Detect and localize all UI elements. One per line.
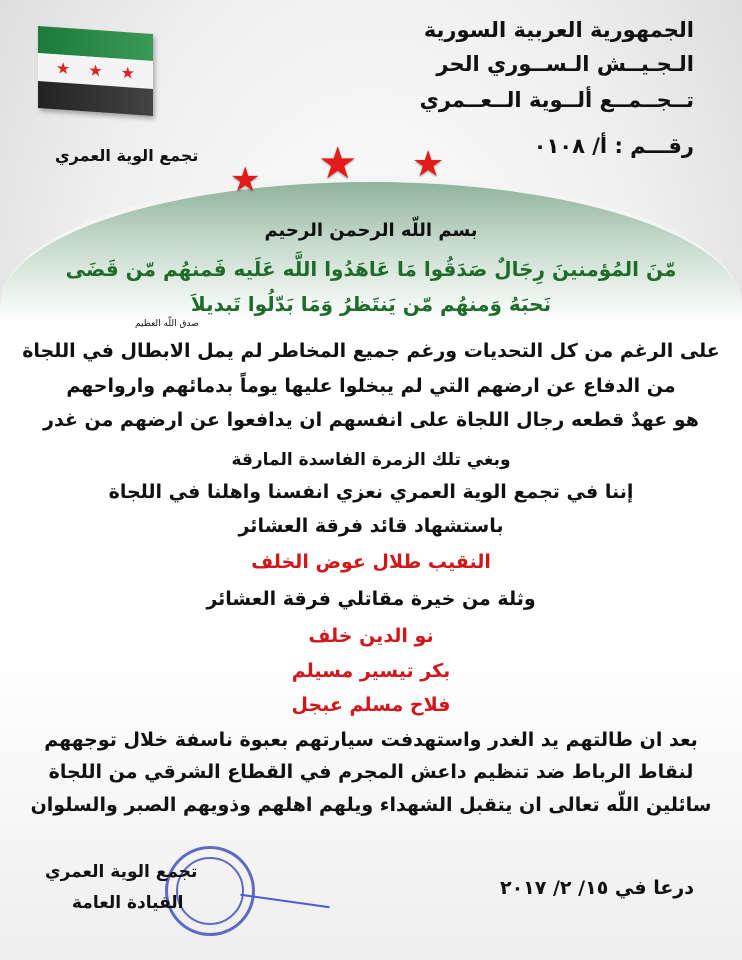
header-line-1: الجمهورية العربية السورية	[423, 18, 694, 42]
logo-caption: تجمع الوية العمري	[55, 146, 199, 165]
signature-line-1: تجمع الوية العمري	[45, 862, 198, 882]
star-icon: ★	[318, 138, 358, 189]
body-line: وثلة من خيرة مقاتلي فرقة العشائر	[206, 588, 536, 610]
body-line: على الرغم من كل التحديات ورغم جميع المخاطر لم يمل الابطال في اللجاة	[22, 340, 720, 362]
star-icon: ★	[412, 144, 445, 185]
star-icon: ★	[230, 160, 261, 200]
body-line: من الدفاع عن ارضهم التي لم يبخلوا عليها يوماً بدمائهم وارواحهم	[66, 375, 676, 397]
body-line: وبغي تلك الزمرة الفاسدة المارقة	[231, 450, 511, 470]
basmala: بسم اللّه الرحمن الرحيم	[264, 220, 478, 241]
martyr-name: نو الدين خلف	[308, 625, 434, 647]
martyr-name: بكر تيسير مسيلم	[291, 660, 451, 682]
document-date: درعا في ١٥/ ٢/ ٢٠١٧	[499, 877, 694, 899]
martyr-name: النقيب طلال عوض الخلف	[251, 551, 491, 573]
quran-line-1: مّنَ المُؤمنينَ رِجَالٌ صَدَقُوا مَا عَاهَدُوا اللَّه عَلَيه فَمنهُم مّن قَضَى	[65, 257, 677, 281]
quran-attribution: صدق اللّه العظيم	[135, 319, 199, 329]
body-line: سائلين اللّه تعالى ان يتقبل الشهداء ويلهم اهلهم وذويهم الصبر والسلوان	[30, 794, 712, 816]
reference-number: رقـــم : أ/ ٠١٠٨	[533, 134, 694, 158]
header-line-2: الـجـيــش الـســوري الحر	[436, 52, 694, 76]
header-line-3: تــجــمــع ألــوية الــعــمري	[419, 88, 694, 112]
signature-line-2: القيادة العامة	[72, 893, 184, 913]
martyr-name: فلاح مسلم عبجل	[291, 694, 451, 716]
body-line: باستشهاد قائد فرقة العشائر	[238, 515, 504, 537]
quran-line-2: نَحبَهُ وَمنهُم مّن يَنتَظرُ وَمَا بَدّلُوا تَبديلاَ	[190, 292, 552, 316]
body-line: هو عهدٌ قطعه رجال اللجاة على انفسهم ان يدافعوا عن ارضهم من غدر	[43, 409, 699, 431]
body-line: بعد ان طالتهم يد الغدر واستهدفت سيارتهم بعبوة ناسفة خلال توجههم	[44, 729, 698, 751]
body-line: لنقاط الرباط ضد تنظيم داعش المجرم في القطاع الشرقي من اللجاة	[48, 761, 694, 783]
syrian-flag-logo: ★ ★ ★	[38, 26, 153, 116]
body-line: إننا في تجمع الوية العمري نعزي انفسنا واهلنا في اللجاة	[108, 481, 634, 503]
official-stamp	[165, 846, 255, 936]
